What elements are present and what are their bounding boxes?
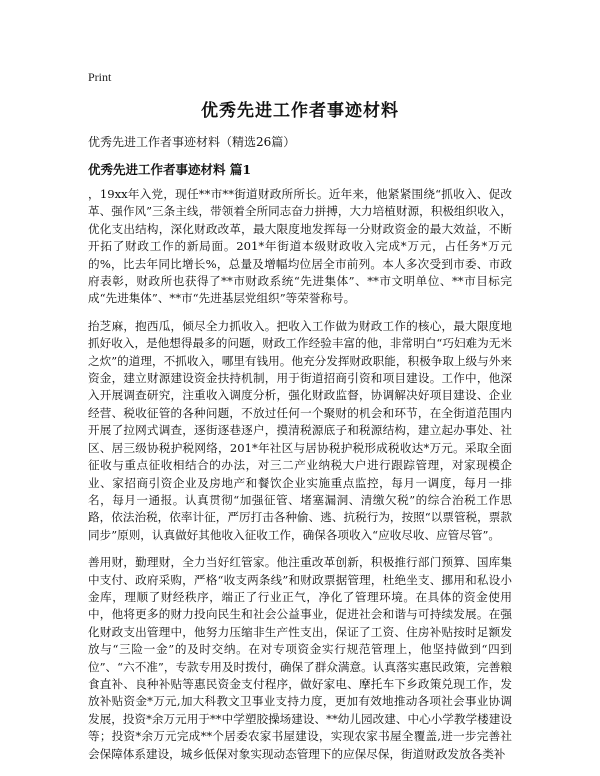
paragraph-3: 善用财，勤理财，全力当好红管家。他注重改革创新，积极推行部门预算、国库集中支付、政府采购，严格“收支两条线”和财政票据管理，杜绝坐支、挪用和私设小金库，理顺了财经秩序，端正了行业正气，净化了管理环境。在具体的资金使用中，他将更多的财力投向民生和社会公益事业，促进社会和谐与可持续发展。在强化财政支出管理中，他努力压缩非生产性支出，保证了工资、住房补贴按时足额发放与“三险一金”的及时交纳。在对专项资金实行规范管理上，他坚持做到“四到位”、“六不准”，专款专用及时拨付，确保了群众满意。认真落实惠民政策，完善粮食直补、良种补贴等惠民资金支付程序，做好家电、摩托车下乡政策兑现工作，发放补贴资金*万元,加大科教文卫事业支持力度，更加有效地推动各项社会事业协调发展，投资*余万元用于**中学塑胶操场建设、**幼儿园改建、中心小学教学楼建设等；投资*余万元完成**个居委农家书屋建设，实现农家书屋全覆盖,进一步完善社会保障体系建设，城乡低保对象实现动态管理下的应保尽保，街道财政发放各类补 <box>88 555 512 761</box>
document-title: 优秀先进工作者事迹材料 <box>201 101 399 121</box>
paragraph-1: ，19xx年入党，现任**市**街道财政所所长。近年来，他紧紧围绕“抓收入、促改革、强作风”三条主线，带领着全所同志奋力拼搏，大力培植财源，积极组织收入，优化支出结构，深化财政改革，最大限度地发挥每一分财政资金的最大效益，不断开拓了财政工作的新局面。201*年街道本级财政收入完成*万元，占任务*万元的%，比去年同比增长%，总量及增幅均位居全市前列。本人多次受到市委、市政府表彰，财政所也获得了**市财政系统“先进集体”、**市文明单位、**市目标完成“先进集体”、**市“先进基层党组织”等荣誉称号。 <box>88 187 512 306</box>
document-subtitle: 优秀先进工作者事迹材料（精选26篇） <box>88 135 296 149</box>
paragraph-2: 抬芝麻，抱西瓜，倾尽全力抓收入。把收入工作做为财政工作的核心，最大限度地抓好收入，是他想得最多的问题，财政工作经验丰富的他，非常明白“巧妇难为无米之炊”的道理，不抓收入，哪里有钱用。他充分发挥财政职能，积极争取上级与外来资金，建立财源建设资金扶持机制，用于街道招商引资和项目建设。工作中，他深入开展调查研究，注重收入调度分析，强化财政监督，协调解决好项目建设、企业经营、税收征管的各种问题，不放过任何一个聚财的机会和环节，在全街道范围内开展了拉网式调查，逐街逐巷逐户，摸清税源底子和税源结构，建立起办事处、社区、居三级协税护税网络，201*年社区与居协税护税形成税收达*万元。采取全面征收与重点征收相结合的办法，对三二产业纳税大户进行跟踪管理，对家现模企业、家招商引资企业及房地产和餐饮企业实施重点监控，每月一调度，每月一排名，每月一通报。认真贯彻“加强征管、堵塞漏洞、清缴欠税”的综合治税工作思路，依法治税，依率计征，严厉打击各种偷、逃、抗税行为，按照“以票管税，票款同步”原则，认真做好其他收入征收工作，确保各项收入“应收尽收、应管尽管”。 <box>88 318 512 542</box>
section-heading: 优秀先进工作者事迹材料 篇1 <box>88 162 252 177</box>
document-body <box>88 186 512 773</box>
print-label: Print <box>88 70 112 84</box>
